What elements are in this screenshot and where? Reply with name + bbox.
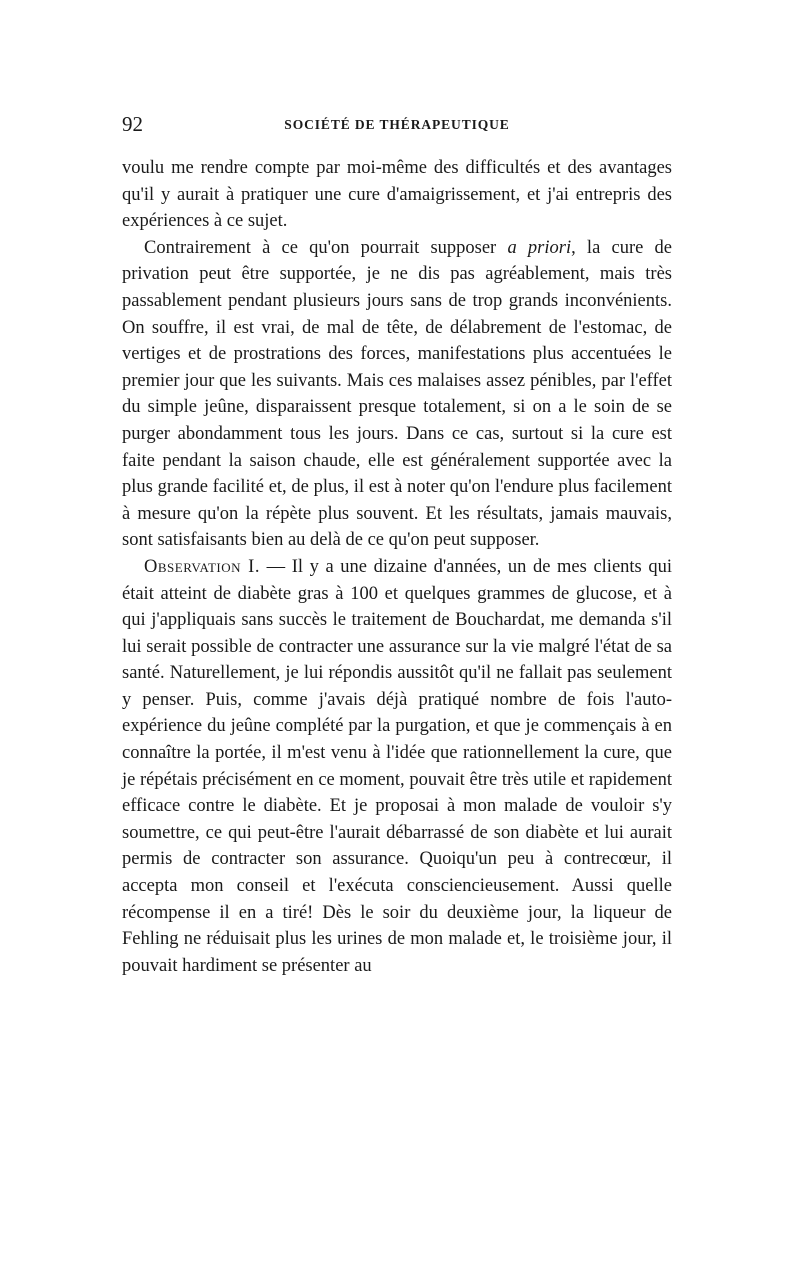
paragraph-text: voulu me rendre compte par moi-même des difficultés et des avantages qu'il y aurait à pratiquer une cure d'amaigrissement, et j'ai entrepris des expériences à ce sujet. <box>122 158 672 232</box>
body-text <box>122 155 672 979</box>
running-title: SOCIÉTÉ DE THÉRAPEUTIQUE <box>284 117 510 132</box>
observation-text: — Il y a une dizaine d'années, un de mes clients qui était atteint de diabète gras à 100 et quelques grammes de glucose, et à qui j'appliquais sans succès le traitement de Bouchardat, me demanda s'il lui serait possible de contracter une assurance sur la vie malgré l'état de sa santé. Naturellement, je lui répondis aussitôt qu'il ne fallait pas seulement y penser. Puis, comme j'avais déjà pratiqué nombre de fois l'auto-expérience du jeûne complété par la purgation, et que je commençais à en connaître la portée, il m'est venu à l'idée que rationnellement la cure, que je répétais précisément en ce moment, pouvait être très utile et rapidement efficace contre le diabète. Et je proposai à mon malade de vouloir s'y soumettre, ce qui peut-être l'aurait débarrassé de son diabète et lui aurait permis de contracter son assurance. Quoiqu'un peu à contrecœur, il accepta mon conseil et l'exécuta consciencieusement. Aussi quelle récompense il en a tiré! Dès le soir du deuxième jour, la liqueur de Fehling ne réduisait plus les urines de mon malade et, le troisième jour, il pouvait hardiment se présenter au <box>122 556 673 976</box>
paragraph-text-rest: , la cure de privation peut être supportée, je ne dis pas agréablement, mais très passablement pendant plusieurs jours sans de trop grands inconvénients. On souffre, il est vrai, de mal de tête, de délabrement de l'estomac, de vertiges et de prostrations des forces, manifestations plus accentuées le premier jour que les suivants. Mais ces malaises assez pénibles, par l'effet du simple jeûne, disparaissent presque totalement, si on a le soin de se purger abondamment tous les jours. Dans ce cas, surtout si la cure est faite pendant la saison chaude, elle est généralement supportée avec la plus grande facilité et, de plus, il est à noter qu'on l'endure plus facilement à mesure qu'on la répète plus souvent. Et les résultats, jamais mauvais, sont satisfaisants bien au delà de ce qu'on peut supposer. <box>122 237 673 551</box>
running-head <box>122 112 672 140</box>
italic-a-priori: a priori <box>507 237 572 258</box>
paragraph-observation <box>122 554 672 980</box>
paragraph-text-start: Contrairement à ce qu'on pourrait supposer <box>144 237 508 258</box>
book-page <box>122 112 672 979</box>
paragraph-continuation <box>122 155 672 235</box>
page-number: 92 <box>122 112 143 136</box>
paragraph-privation <box>122 235 672 554</box>
observation-label: Observation I. <box>144 556 260 577</box>
